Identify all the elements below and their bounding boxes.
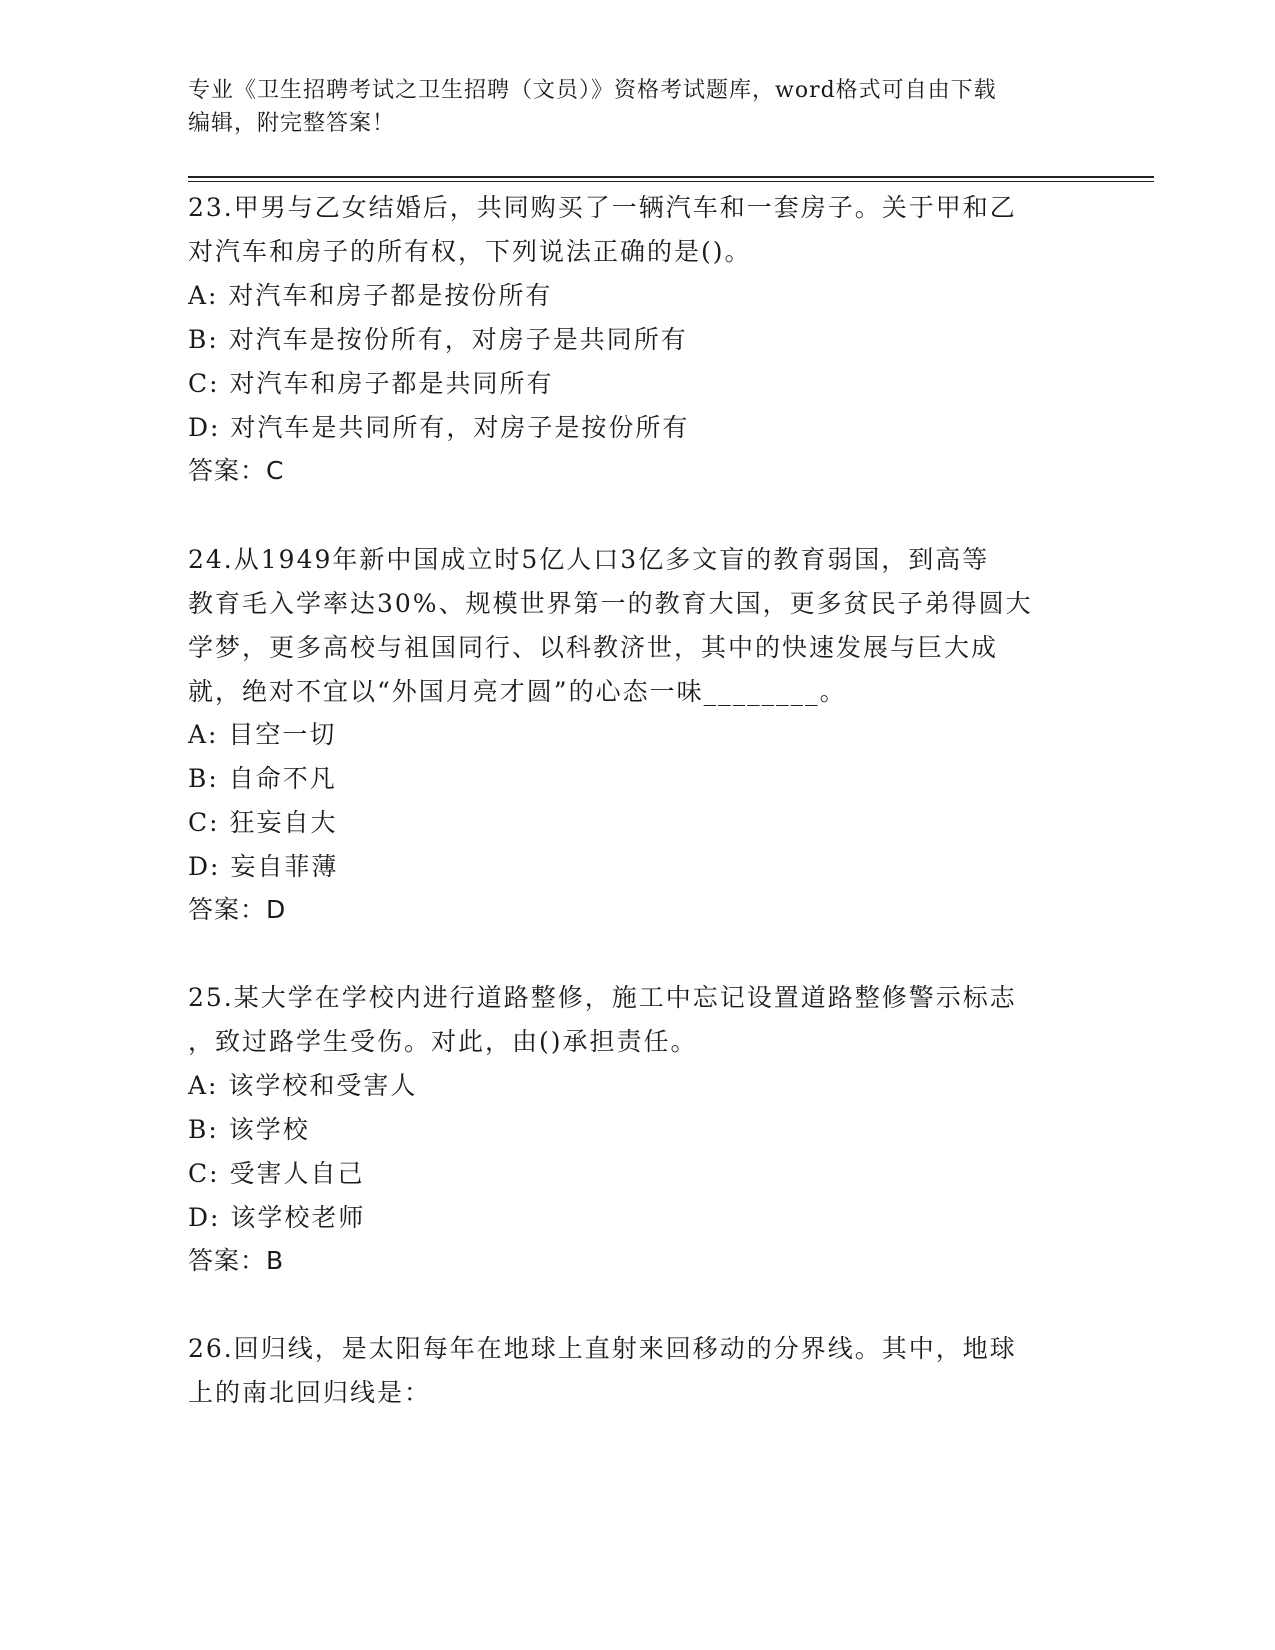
question-26-text-line-1: 26.回归线，是太阳每年在地球上直射来回移动的分界线。其中，地球	[188, 1334, 1017, 1363]
question-24-option-b: B: 自命不凡	[188, 764, 337, 793]
question-23-text-line-2: 对汽车和房子的所有权，下列说法正确的是()。	[188, 237, 752, 266]
question-25-option-a: A: 该学校和受害人	[188, 1071, 418, 1100]
document-header	[188, 74, 1088, 140]
question-23-text-line-1: 23.甲男与乙女结婚后，共同购买了一辆汽车和一套房子。关于甲和乙	[188, 193, 1017, 222]
question-24-answer: 答案：D	[188, 895, 287, 924]
question-23-option-b: B: 对汽车是按份所有，对房子是共同所有	[188, 325, 688, 354]
question-23-option-c: C: 对汽车和房子都是共同所有	[188, 369, 554, 398]
header-divider-thin	[188, 181, 1154, 182]
question-25-text-line-1: 25.某大学在学校内进行道路整修，施工中忘记设置道路整修警示标志	[188, 983, 1017, 1012]
question-23-option-d: D: 对汽车是共同所有，对房子是按份所有	[188, 413, 690, 442]
question-24-text-line-4: 就，绝对不宜以“外国月亮才圆”的心态一味________。	[188, 677, 847, 706]
header-line-1: 专业《卫生招聘考试之卫生招聘（文员）》资格考试题库，word格式可自由下载	[188, 78, 997, 103]
question-25-option-c: C: 受害人自己	[188, 1159, 365, 1188]
question-23-option-a: A: 对汽车和房子都是按份所有	[188, 281, 553, 310]
question-25-answer: 答案：B	[188, 1246, 285, 1275]
question-24-text-line-3: 学梦，更多高校与祖国同行、以科教济世，其中的快速发展与巨大成	[188, 633, 999, 662]
header-line-2: 编辑，附完整答案！	[188, 111, 396, 136]
question-25-option-d: D: 该学校老师	[188, 1203, 366, 1232]
question-25-option-b: B: 该学校	[188, 1115, 310, 1144]
question-23-answer: 答案：C	[188, 456, 285, 485]
question-24-option-a: A: 目空一切	[188, 720, 337, 749]
question-24-option-d: D: 妄自菲薄	[188, 852, 339, 881]
question-24-text-line-2: 教育毛入学率达30%、规模世界第一的教育大国，更多贫民子弟得圆大	[188, 589, 1033, 618]
header-divider-thick	[188, 176, 1154, 178]
question-24-text-line-1: 24.从1949年新中国成立时5亿人口3亿多文盲的教育弱国，到高等	[188, 545, 990, 574]
question-24-option-c: C: 狂妄自大	[188, 808, 338, 837]
question-26-text-line-2: 上的南北回归线是：	[188, 1378, 432, 1407]
question-25-text-line-2: ，致过路学生受伤。对此，由()承担责任。	[188, 1027, 698, 1056]
